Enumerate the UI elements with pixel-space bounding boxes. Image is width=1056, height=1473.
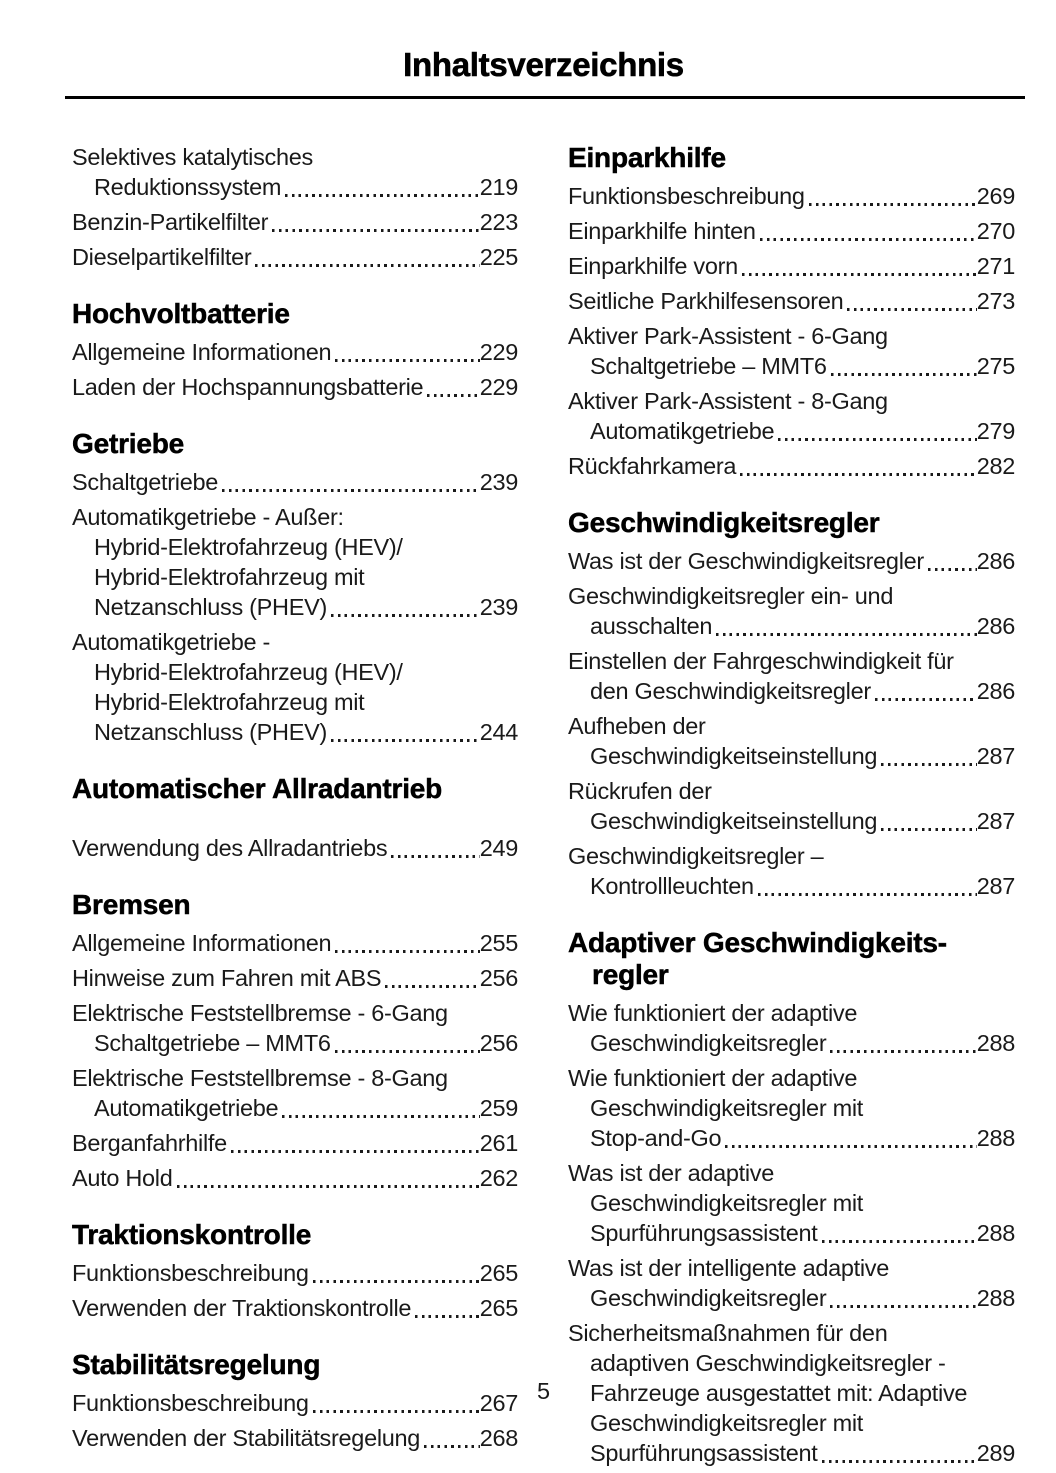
entry-text: Netzanschluss (PHEV) xyxy=(94,594,327,620)
toc-entry xyxy=(72,1163,518,1193)
entry-text: Aufheben der xyxy=(568,713,706,739)
toc-entry-line xyxy=(568,546,1015,576)
entry-page-number: 282 xyxy=(976,453,1015,479)
dot-leader xyxy=(716,633,977,636)
toc-entry xyxy=(72,1063,518,1123)
section-heading xyxy=(568,927,1015,991)
entry-text: Einparkhilfe hinten xyxy=(568,218,756,244)
toc-entry-line xyxy=(568,1028,1015,1058)
entry-text: Spurführungsassistent xyxy=(590,1220,818,1246)
toc-entry-line xyxy=(72,1063,518,1093)
toc-entry-line xyxy=(72,1293,518,1323)
entry-text: Spurführungsassistent xyxy=(590,1440,818,1466)
toc-entry-line xyxy=(72,207,518,237)
toc-entry xyxy=(72,998,518,1058)
entry-text: Hybrid-Elektrofahrzeug mit xyxy=(94,564,365,590)
dot-leader xyxy=(830,1050,976,1053)
dot-leader xyxy=(881,828,977,831)
entry-text: adaptiven Geschwindigkeitsregler - xyxy=(590,1350,946,1376)
entry-text: Stop-and-Go xyxy=(590,1125,722,1151)
toc-entry-line xyxy=(568,581,1015,611)
toc-entry-line xyxy=(568,806,1015,836)
entry-text: Geschwindigkeitsregler xyxy=(590,1285,827,1311)
entry-page-number: 288 xyxy=(976,1285,1015,1311)
toc-entry-line xyxy=(72,1163,518,1193)
dot-leader xyxy=(331,739,480,742)
dot-leader xyxy=(231,1150,480,1153)
section-heading xyxy=(72,773,518,805)
toc-section xyxy=(72,428,518,747)
toc-entry-line xyxy=(72,717,518,747)
toc-entry-line xyxy=(568,1318,1015,1348)
entry-text: Berganfahrhilfe xyxy=(72,1130,227,1156)
entry-text: Benzin-Partikelfilter xyxy=(72,209,269,235)
entry-page-number: 249 xyxy=(479,835,518,861)
toc-entry-line xyxy=(72,592,518,622)
entry-text: Geschwindigkeitsregler mit xyxy=(590,1190,863,1216)
toc-entry xyxy=(72,242,518,272)
entry-page-number: 287 xyxy=(976,808,1015,834)
toc-entry xyxy=(568,646,1015,706)
entry-text: Geschwindigkeitsregler – xyxy=(568,843,824,869)
entry-text: Verwenden der Traktionskontrolle xyxy=(72,1295,412,1321)
entry-text: Schaltgetriebe xyxy=(72,469,219,495)
entry-page-number: 279 xyxy=(976,418,1015,444)
toc-column-right xyxy=(568,142,1015,1473)
entry-text: Wie funktioniert der adaptive xyxy=(568,1000,858,1026)
entry-text: Geschwindigkeitsregler mit xyxy=(590,1095,863,1121)
toc-entry xyxy=(72,372,518,402)
toc-entry xyxy=(568,216,1015,246)
toc-entry-line xyxy=(568,1093,1015,1123)
toc-entry xyxy=(72,1258,518,1288)
toc-columns xyxy=(72,142,1015,1473)
toc-entry-line xyxy=(568,776,1015,806)
dot-leader xyxy=(335,1050,480,1053)
toc-entry-line xyxy=(72,142,518,172)
section-heading xyxy=(72,428,518,460)
dot-leader xyxy=(285,194,479,197)
entry-page-number: 286 xyxy=(976,613,1015,639)
toc-entry xyxy=(72,1128,518,1158)
entry-text: Seitliche Parkhilfesensoren xyxy=(568,288,844,314)
entry-text: Was ist der Geschwindigkeitsregler xyxy=(568,548,924,574)
toc-entry-line xyxy=(568,871,1015,901)
toc-entry-line xyxy=(72,1028,518,1058)
toc-entry-line xyxy=(568,1283,1015,1313)
toc-section xyxy=(72,298,518,402)
entry-page-number: 244 xyxy=(479,719,518,745)
toc-entry-line xyxy=(568,998,1015,1028)
entry-text: Elektrische Feststellbremse - 8-Gang xyxy=(72,1065,448,1091)
toc-entry-line xyxy=(72,657,518,687)
dot-leader xyxy=(255,264,479,267)
dot-leader xyxy=(742,273,977,276)
toc-section xyxy=(72,889,518,1193)
toc-entry-line xyxy=(72,372,518,402)
toc-entry xyxy=(568,776,1015,836)
toc-entry xyxy=(568,181,1015,211)
dot-leader xyxy=(424,1445,480,1448)
toc-entry xyxy=(568,451,1015,481)
entry-text: Funktionsbeschreibung xyxy=(72,1390,309,1416)
entry-page-number: 239 xyxy=(479,594,518,620)
entry-text: Funktionsbeschreibung xyxy=(72,1260,309,1286)
toc-entry-line xyxy=(72,627,518,657)
section-heading-line: Hochvoltbatterie xyxy=(72,298,290,329)
dot-leader xyxy=(331,614,480,617)
dot-leader xyxy=(725,1145,976,1148)
entry-page-number: 255 xyxy=(479,930,518,956)
entry-page-number: 256 xyxy=(479,965,518,991)
toc-entry xyxy=(568,1063,1015,1153)
entry-page-number: 286 xyxy=(976,548,1015,574)
toc-entry-line xyxy=(72,337,518,367)
dot-leader xyxy=(822,1460,977,1463)
entry-text: Auto Hold xyxy=(72,1165,173,1191)
toc-entry-line xyxy=(72,833,518,863)
dot-leader xyxy=(313,1280,480,1283)
entry-page-number: 223 xyxy=(479,209,518,235)
section-heading xyxy=(568,507,1015,539)
dot-leader xyxy=(415,1315,480,1318)
toc-entry xyxy=(568,251,1015,281)
entry-text: Geschwindigkeitseinstellung xyxy=(590,808,878,834)
toc-entry xyxy=(568,998,1015,1058)
entry-page-number: 265 xyxy=(479,1260,518,1286)
entry-page-number: 262 xyxy=(479,1165,518,1191)
toc-entry xyxy=(72,337,518,367)
toc-entry xyxy=(72,502,518,622)
toc-entry-line xyxy=(72,1093,518,1123)
entry-text: Hybrid-Elektrofahrzeug (HEV)/ xyxy=(94,659,403,685)
toc-entry-line xyxy=(568,1063,1015,1093)
entry-page-number: 287 xyxy=(976,873,1015,899)
dot-leader xyxy=(822,1240,977,1243)
toc-entry xyxy=(72,928,518,958)
entry-text: Rückrufen der xyxy=(568,778,712,804)
entry-text: Allgemeine Informationen xyxy=(72,339,332,365)
dot-leader xyxy=(313,1410,480,1413)
toc-entry-line xyxy=(568,416,1015,446)
toc-entry xyxy=(568,1158,1015,1248)
section-heading xyxy=(568,142,1015,174)
toc-entry xyxy=(72,142,518,202)
entry-page-number: 275 xyxy=(976,353,1015,379)
toc-entry-line xyxy=(568,1438,1015,1468)
toc-entry-line xyxy=(568,711,1015,741)
entry-text: Wie funktioniert der adaptive xyxy=(568,1065,858,1091)
toc-section xyxy=(568,507,1015,901)
entry-page-number: 270 xyxy=(976,218,1015,244)
entry-page-number: 256 xyxy=(479,1030,518,1056)
entry-text: Automatikgetriebe xyxy=(94,1095,279,1121)
dot-leader xyxy=(758,893,977,896)
section-heading xyxy=(72,1219,518,1251)
entry-page-number: 265 xyxy=(479,1295,518,1321)
toc-entry xyxy=(568,286,1015,316)
section-heading-line: Getriebe xyxy=(72,428,184,459)
entry-text: Selektives katalytisches xyxy=(72,144,313,170)
dot-leader xyxy=(427,394,479,397)
toc-entry xyxy=(72,1293,518,1323)
dot-leader xyxy=(881,763,977,766)
dot-leader xyxy=(760,238,977,241)
section-heading-line: Einparkhilfe xyxy=(568,142,726,173)
toc-entry-line xyxy=(72,502,518,532)
entry-text: Elektrische Feststellbremse - 6-Gang xyxy=(72,1000,448,1026)
dot-leader xyxy=(831,373,977,376)
entry-text: Allgemeine Informationen xyxy=(72,930,332,956)
toc-entry-line xyxy=(568,1408,1015,1438)
toc-entry-line xyxy=(568,286,1015,316)
entry-text: Einstellen der Fahrgeschwindigkeit für xyxy=(568,648,954,674)
dot-leader xyxy=(385,985,479,988)
page-title: Inhaltsverzeichnis xyxy=(403,46,684,83)
toc-entry-line xyxy=(568,1348,1015,1378)
section-heading-line: Stabilitätsregelung xyxy=(72,1349,321,1380)
entry-text: Verwendung des Allradantriebs xyxy=(72,835,388,861)
entry-text: Aktiver Park-Assistent - 6-Gang xyxy=(568,323,888,349)
toc-entry-line xyxy=(568,741,1015,771)
toc-entry-line xyxy=(72,532,518,562)
entry-page-number: 229 xyxy=(479,374,518,400)
toc-entry xyxy=(72,1423,518,1453)
section-heading-line: Adaptiver Geschwindigkeits- xyxy=(568,927,947,958)
section-heading-line: Bremsen xyxy=(72,889,191,920)
entry-text: ausschalten xyxy=(590,613,713,639)
entry-page-number: 259 xyxy=(479,1095,518,1121)
dot-leader xyxy=(847,308,976,311)
dot-leader xyxy=(928,568,977,571)
dot-leader xyxy=(809,203,977,206)
entry-text: Schaltgetriebe – MMT6 xyxy=(94,1030,331,1056)
entry-page-number: 288 xyxy=(976,1125,1015,1151)
entry-text: Automatikgetriebe - xyxy=(72,629,271,655)
toc-entry-line xyxy=(568,251,1015,281)
toc-entry-line xyxy=(568,1218,1015,1248)
entry-page-number: 269 xyxy=(976,183,1015,209)
dot-leader xyxy=(778,438,976,441)
dot-leader xyxy=(272,229,480,232)
section-heading-line: Geschwindigkeitsregler xyxy=(568,507,880,538)
section-heading-line: Traktionskontrolle xyxy=(72,1219,312,1250)
toc-entry-line xyxy=(568,1158,1015,1188)
entry-page-number: 287 xyxy=(976,743,1015,769)
dot-leader xyxy=(830,1305,976,1308)
section-heading xyxy=(72,1349,518,1381)
entry-text: den Geschwindigkeitsregler xyxy=(590,678,871,704)
toc-entry-line xyxy=(568,386,1015,416)
toc-section xyxy=(72,773,518,863)
entry-text: Reduktionssystem xyxy=(94,174,282,200)
toc-entry xyxy=(568,581,1015,641)
toc-entry xyxy=(72,207,518,237)
toc-entry-line xyxy=(72,172,518,202)
entry-text: Hybrid-Elektrofahrzeug mit xyxy=(94,689,365,715)
toc-entry-line xyxy=(72,963,518,993)
entry-text: Aktiver Park-Assistent - 8-Gang xyxy=(568,388,888,414)
entry-page-number: 225 xyxy=(479,244,518,270)
dot-leader xyxy=(391,855,479,858)
dot-leader xyxy=(282,1115,479,1118)
entry-text: Schaltgetriebe – MMT6 xyxy=(590,353,827,379)
toc-entry-line xyxy=(72,1128,518,1158)
toc-entry xyxy=(568,841,1015,901)
toc-entry-line xyxy=(568,1253,1015,1283)
dot-leader xyxy=(875,698,977,701)
toc-entry xyxy=(568,386,1015,446)
toc-entry-line xyxy=(72,562,518,592)
entry-page-number: 271 xyxy=(976,253,1015,279)
section-heading-line: Automatischer Allradantrieb xyxy=(72,773,443,804)
entry-text: Hinweise zum Fahren mit ABS xyxy=(72,965,382,991)
entry-text: Geschwindigkeitseinstellung xyxy=(590,743,878,769)
entry-page-number: 229 xyxy=(479,339,518,365)
entry-text: Automatikgetriebe xyxy=(590,418,775,444)
entry-text: Sicherheitsmaßnahmen für den xyxy=(568,1320,888,1346)
toc-entry xyxy=(72,627,518,747)
entry-page-number: 267 xyxy=(479,1390,518,1416)
toc-entry xyxy=(568,321,1015,381)
dot-leader xyxy=(222,489,480,492)
toc-entry xyxy=(568,711,1015,771)
entry-text: Verwenden der Stabilitätsregelung xyxy=(72,1425,421,1451)
entry-text: Hybrid-Elektrofahrzeug (HEV)/ xyxy=(94,534,403,560)
entry-page-number: 239 xyxy=(479,469,518,495)
entry-page-number: 268 xyxy=(479,1425,518,1451)
toc-entry-line xyxy=(568,1188,1015,1218)
toc-entry-line xyxy=(72,687,518,717)
entry-page-number: 219 xyxy=(479,174,518,200)
dot-leader xyxy=(335,359,479,362)
entry-page-number: 261 xyxy=(479,1130,518,1156)
dot-leader xyxy=(177,1185,480,1188)
toc-entry-line xyxy=(568,351,1015,381)
toc-entry-line xyxy=(72,998,518,1028)
entry-page-number: 288 xyxy=(976,1220,1015,1246)
toc-entry-line xyxy=(568,646,1015,676)
toc-entry-line xyxy=(568,611,1015,641)
toc-entry-line xyxy=(568,451,1015,481)
page-number: 5 xyxy=(536,1378,551,1404)
entry-text: Was ist der adaptive xyxy=(568,1160,775,1186)
toc-entry xyxy=(72,833,518,863)
toc-entry-line xyxy=(568,1123,1015,1153)
toc-entry xyxy=(72,467,518,497)
toc-entry-line xyxy=(72,1423,518,1453)
toc-entry-line xyxy=(72,467,518,497)
entry-text: Dieselpartikelfilter xyxy=(72,244,252,270)
entry-text: Netzanschluss (PHEV) xyxy=(94,719,327,745)
title-divider xyxy=(65,96,1025,99)
entry-text: Rückfahrkamera xyxy=(568,453,737,479)
entry-text: Automatikgetriebe - Außer: xyxy=(72,504,344,530)
toc-section xyxy=(72,1219,518,1323)
section-heading xyxy=(72,889,518,921)
toc-entry-line xyxy=(568,216,1015,246)
toc-entry-line xyxy=(568,321,1015,351)
entry-text: Was ist der intelligente adaptive xyxy=(568,1255,890,1281)
entry-page-number: 286 xyxy=(976,678,1015,704)
toc-section xyxy=(72,142,518,272)
entry-text: Funktionsbeschreibung xyxy=(568,183,805,209)
toc-entry-line xyxy=(72,1258,518,1288)
entry-text: Geschwindigkeitsregler ein- und xyxy=(568,583,894,609)
toc-entry-line xyxy=(72,928,518,958)
toc-column-left xyxy=(72,142,518,1473)
toc-entry-line xyxy=(568,181,1015,211)
toc-entry xyxy=(568,546,1015,576)
dot-leader xyxy=(335,950,479,953)
toc-section xyxy=(568,142,1015,481)
entry-page-number: 273 xyxy=(976,288,1015,314)
toc-entry xyxy=(568,1253,1015,1313)
entry-page-number: 289 xyxy=(976,1440,1015,1466)
dot-leader xyxy=(740,473,976,476)
toc-entry xyxy=(72,963,518,993)
entry-text: Kontrollleuchten xyxy=(590,873,754,899)
toc-entry-line xyxy=(568,676,1015,706)
entry-text: Laden der Hochspannungsbatterie xyxy=(72,374,424,400)
section-heading-line: regler xyxy=(592,959,669,990)
entry-text: Geschwindigkeitsregler mit xyxy=(590,1410,863,1436)
entry-text: Fahrzeuge ausgestattet mit: Adaptive xyxy=(590,1380,968,1406)
entry-text: Einparkhilfe vorn xyxy=(568,253,738,279)
entry-text: Geschwindigkeitsregler xyxy=(590,1030,827,1056)
toc-entry-line xyxy=(72,242,518,272)
toc-entry-line xyxy=(568,841,1015,871)
entry-page-number: 288 xyxy=(976,1030,1015,1056)
section-heading xyxy=(72,298,518,330)
